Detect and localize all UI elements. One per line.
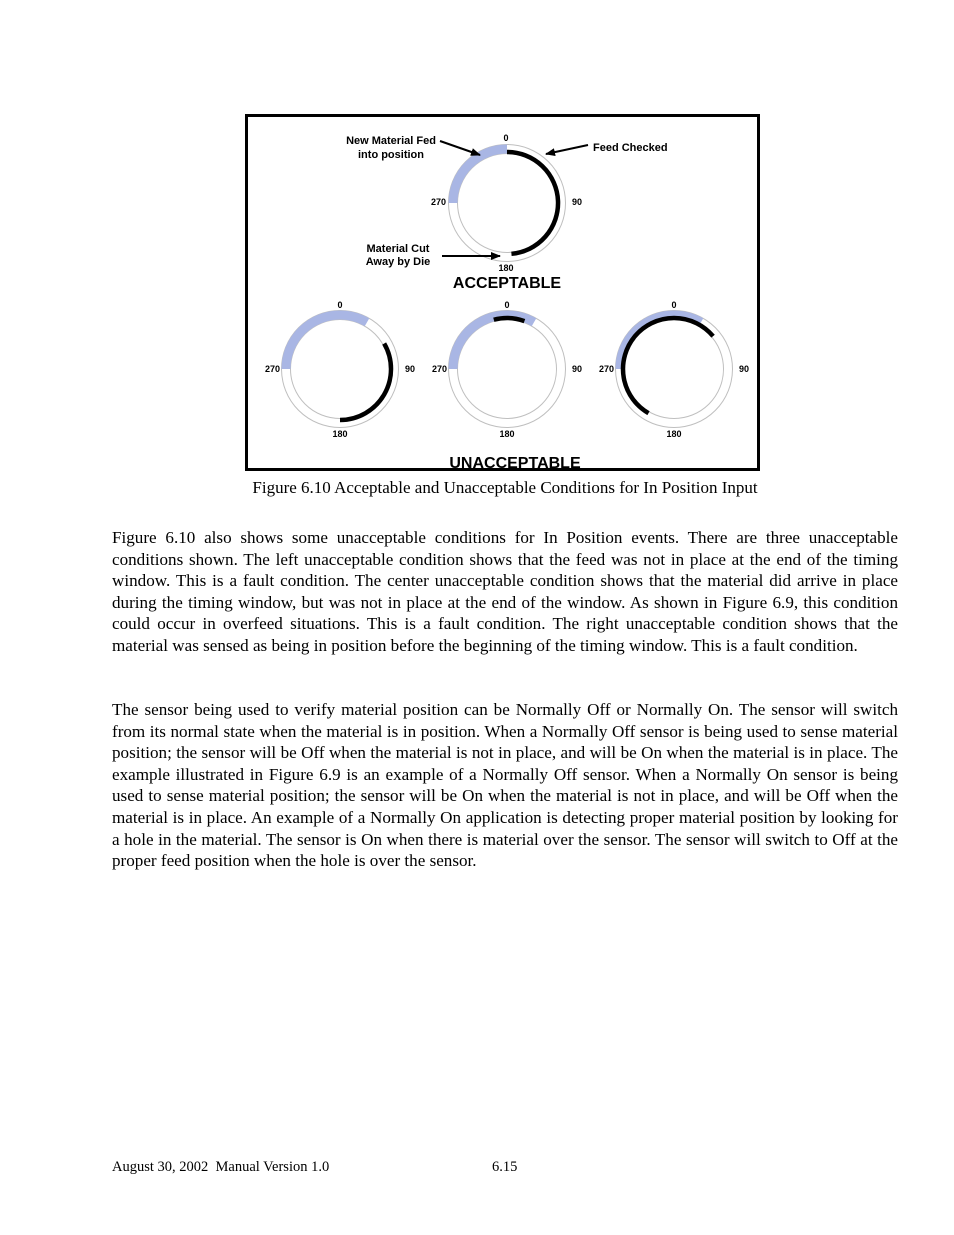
dial-right-degree-270: 270	[598, 364, 614, 374]
figure-6-10	[245, 114, 760, 471]
dial-right-degree-180: 180	[666, 429, 682, 439]
label-material-cut-line1: Material Cut	[366, 243, 430, 255]
arrow-new-material	[440, 141, 480, 155]
dial-left-degree-180: 180	[332, 429, 348, 439]
page-number: 6.15	[492, 1159, 518, 1175]
body-paragraph: The sensor being used to verify material position can be Normally Off or Normally On. The sensor will switch from its normal state when the material is in position. When a Normally Off sensor is being used to sense material position; the sensor will be Off when the material is not in place, and will be On when the material is in place. The example illustrated in Figure 6.9 is an example of a Normally Off sensor. When a Normally On sensor is being used to sense material position; the sensor will be On when the material is not in place, and will be Off when the material is in place. An example of a Normally On application is detecting proper material position by looking for a hole in the material. The sensor is On when there is material over the sensor. The sensor will switch to Off at the proper feed position when the hole is over the sensor.	[112, 700, 898, 871]
dial-top-degree-90: 90	[572, 197, 583, 207]
dial-right-degree-90: 90	[739, 364, 750, 374]
footer-date-version: August 30, 2002 Manual Version 1.0	[112, 1159, 330, 1175]
dial-left-degree-270: 270	[264, 364, 280, 374]
dial-center-degree-270: 270	[431, 364, 447, 374]
dial-unacceptable-center-inner-ring	[458, 320, 557, 419]
dial-right-degree-0: 0	[671, 300, 677, 310]
dial-acceptable-sensor-arc	[507, 152, 558, 254]
dial-center-degree-90: 90	[572, 364, 583, 374]
dial-center-degree-180: 180	[499, 429, 515, 439]
label-material-cut-line2: Away by Die	[365, 256, 431, 268]
label-new-material-line2: into position	[358, 149, 424, 161]
dial-unacceptable-center-timing-window	[453, 315, 534, 369]
arrow-feed-checked	[546, 145, 588, 154]
dial-unacceptable-right-sensor-arc	[623, 318, 713, 413]
dial-left-degree-0: 0	[337, 300, 343, 310]
dial-top-degree-270: 270	[430, 197, 446, 207]
unacceptable-title: UNACCEPTABLE	[449, 455, 581, 468]
label-feed-checked: Feed Checked	[593, 142, 668, 154]
figure-caption: Figure 6.10 Acceptable and Unacceptable Conditions for In Position Input	[252, 478, 758, 497]
dial-top-degree-0: 0	[503, 133, 509, 143]
dial-acceptable-timing-window	[453, 149, 507, 203]
figure-diagram	[248, 117, 757, 468]
dial-top-degree-180: 180	[498, 263, 514, 273]
dial-center-degree-0: 0	[504, 300, 510, 310]
dial-left-degree-90: 90	[405, 364, 416, 374]
dial-unacceptable-left-timing-window	[286, 315, 367, 369]
acceptable-title: ACCEPTABLE	[452, 275, 562, 292]
label-new-material-line1: New Material Fed	[346, 135, 436, 147]
dial-unacceptable-center-sensor-arc	[494, 318, 525, 321]
body-paragraph: Figure 6.10 also shows some unacceptable conditions for In Position events. There are three unacceptable conditions shown. The left unacceptable condition shows that the feed was not in place at the end of the timing window. This is a fault condition. The center unacceptable condition shows that the material did arrive in place during the timing window, but was not in place at the end of the window. As shown in Figure 6.9, this condition could occur in overfeed situations. This is a fault condition. The right unacceptable condition shows that the material was sensed as being in position before the beginning of the timing window. This is a fault condition.	[112, 528, 898, 655]
